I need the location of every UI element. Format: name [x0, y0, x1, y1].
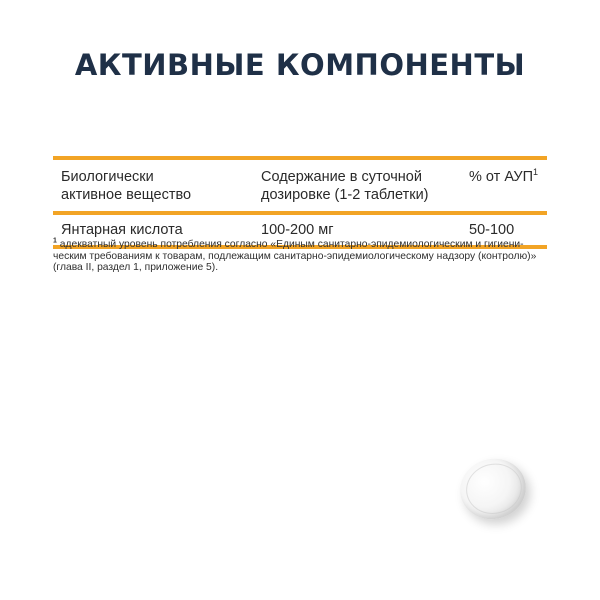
footnote: [53, 239, 545, 274]
header-content-line2: дозировке (1-2 таблетки): [261, 187, 429, 203]
cell-content: 100-200 мг: [261, 222, 334, 238]
header-content: [261, 158, 469, 213]
header-percent-label: % от АУП: [469, 169, 534, 185]
header-content-line1: Содержание в суточной: [261, 169, 422, 185]
cell-percent: 50-100: [469, 222, 515, 238]
header-percent-footnote-marker: 1: [533, 167, 539, 178]
header-percent: [469, 158, 547, 213]
footnote-marker: 1: [53, 237, 57, 245]
active-components-table: [53, 156, 547, 249]
footnote-text: адекватный уровень потребления согласно «Единым санитарно-эпидемиологическим и гигиени-ческим требованиям к товарам, подлежащим санитарно-эпидемиологическому надзору (контролю)» (глава II, раздел 1, приложение 5).: [53, 239, 537, 273]
header-substance-line1: Биологически: [61, 169, 154, 185]
header-substance-line2: активное вещество: [61, 187, 192, 203]
cell-substance: Янтарная кислота: [61, 222, 183, 238]
page-title: АКТИВНЫЕ КОМПОНЕНТЫ: [74, 48, 526, 82]
header-substance: [53, 158, 261, 213]
table-header-row: [53, 158, 547, 213]
tablet-pill-image: [454, 452, 533, 526]
